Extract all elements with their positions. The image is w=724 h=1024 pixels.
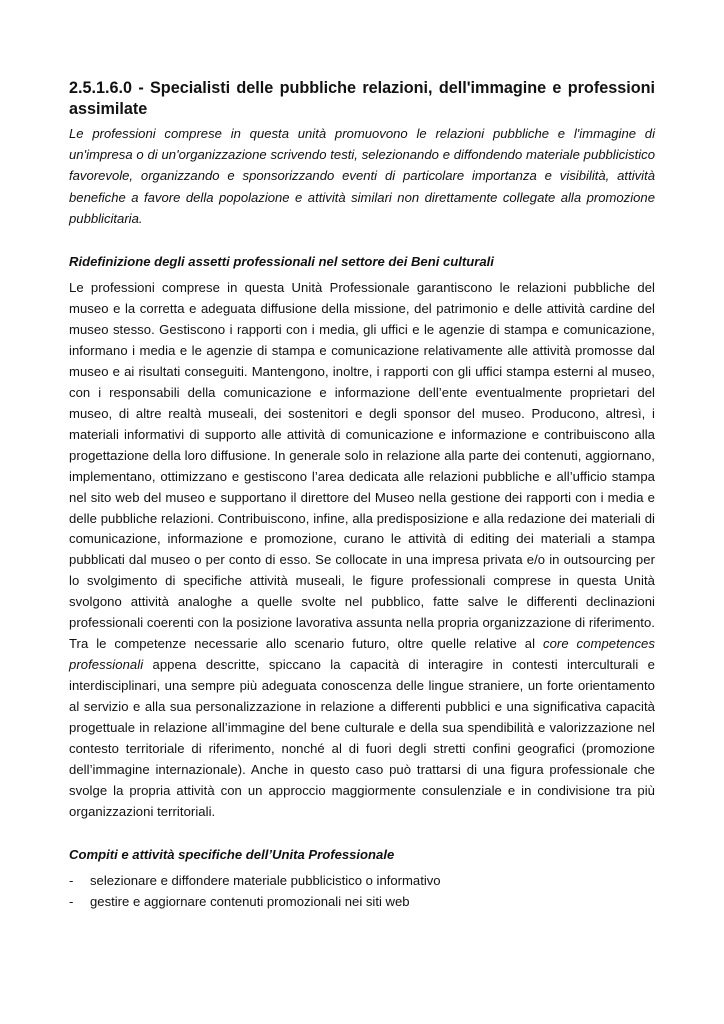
- list-marker: -: [69, 893, 74, 909]
- body-text-part2: appena descritte, spiccano la capacità di interagire in contesti interculturali e interdisciplinari, una sempre più adeguata conoscenza delle lingue straniere, un forte orientamento al servizio e alla sua personalizzazione in relazione a differenti pubblici e una significativa capacità progettuale in relazione all’immagine del bene culturale e della sua spendibilità e valorizzazione nel contesto territoriale di riferimento, nonché al di fuori degli stretti confini geografici (promozione dell’immagine internazionale). Anche in questo caso può trattarsi di una figura professionale che svolge la propria attività con un approccio maggiormente consulenziale e in condivisione tra più organizzazioni territoriali.: [69, 657, 655, 819]
- list-item: [69, 891, 655, 912]
- body-text-emphasis: core competences professionali: [69, 636, 655, 673]
- section-heading-compiti: Compiti e attività specifiche dell’Unita Professionale: [69, 846, 395, 862]
- task-list: [69, 870, 655, 912]
- list-marker: -: [69, 872, 74, 888]
- list-item-text: selezionare e diffondere materiale pubblicistico o informativo: [90, 872, 441, 888]
- section-heading-ridefinizione: Ridefinizione degli assetti professionali nel settore dei Beni culturali: [69, 254, 494, 270]
- page-title: 2.5.1.6.0 - Specialisti delle pubbliche relazioni, dell'immagine e professioni assimilate: [69, 79, 655, 118]
- list-item: [69, 870, 655, 891]
- document-page: [69, 78, 655, 912]
- section-body-ridefinizione: [69, 278, 655, 823]
- body-text-part1: Le professioni comprese in questa Unità Professionale garantiscono le relazioni pubbliche del museo e la corretta e adeguata diffusione della missione, del patrimonio e delle attività cardine del museo stesso. Gestiscono i rapporti con i media, gli uffici e le agenzie di stampa e comunicazione, informano i media e le agenzie di stampa e comunicazione relativamente alle attività promosse dal museo e ai risultati conseguiti. Mantengono, inoltre, i rapporti con gli uffici stampa esterni al museo, con i responsabili della comunicazione e informazione dell’ente eventualmente proprietari del museo, di altre realtà museali, dei sostenitori e degli sponsor del museo. Producono, altresì, i materiali informativi di supporto alle attività di comunicazione e informazione e contribuiscono alla progettazione della loro diffusione. In generale solo in relazione alla parte dei contenuti, aggiornano, implementano, ottimizzano e gestiscono l’area dedicata alle relazioni pubbliche e all’ufficio stampa nel sito web del museo e supportano il direttore del Museo nella gestione dei rapporti con i media e delle pubbliche relazioni. Contribuiscono, infine, alla predisposizione e alla redazione dei materiali di comunicazione, informazione e promozione, curano le attività di editing dei materiali a stampa pubblicati dal museo o per conto di esso. Se collocate in una impresa privata e/o in outsourcing per lo svolgimento di specifiche attività museali, le figure professionali comprese in questa Unità svolgono attività analoghe a quelle svolte nel pubblico, fatte salve le differenti declinazioni professionali coerenti con la posizione lavorativa assunta nella propria organizzazione di riferimento. Tra le competenze necessarie allo scenario futuro, oltre quelle relative al: [69, 280, 655, 652]
- list-item-text: gestire e aggiornare contenuti promozionali nei siti web: [90, 893, 410, 909]
- intro-description: Le professioni comprese in questa unità promuovono le relazioni pubbliche e l'immagine di un'impresa o di un'organizzazione scrivendo testi, selezionando e diffondendo materiale pubblicistico favorevole, organizzando e sponsorizzando eventi di particolare importanza e visibilità, attività benefiche a favore della popolazione e attività similari non direttamente collegate alla promozione pubblicitaria.: [69, 126, 655, 226]
